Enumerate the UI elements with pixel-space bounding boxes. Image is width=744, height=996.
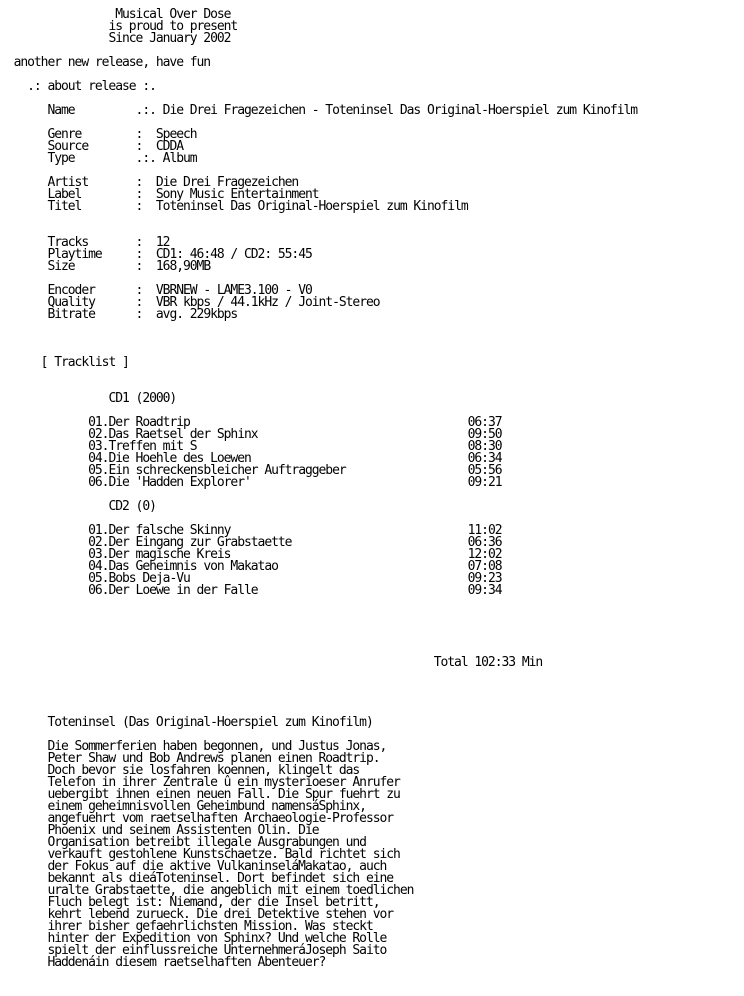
- field-label: Type: [47, 151, 75, 166]
- track-title: Die 'Hadden Explorer': [108, 475, 251, 490]
- track-time: 05:56: [467, 463, 502, 478]
- tracklist-heading: [ Tracklist ]: [40, 355, 129, 370]
- tagline: another new release, have fun: [13, 55, 211, 70]
- field-label: Label: [47, 187, 82, 202]
- description-line: Phoenix und seinem Assistenten Olin. Die: [47, 823, 319, 838]
- cd1-heading: CD1 (2000): [108, 391, 177, 406]
- track-number: 02.: [88, 535, 109, 550]
- field-value-quality: VBR kbps / 44.1kHz / Joint-Stereo: [155, 295, 380, 310]
- field-label: Playtime: [47, 247, 102, 262]
- field-label: Quality: [47, 295, 95, 310]
- track-time: 06:34: [467, 451, 502, 466]
- description-line: der Fokus auf die aktive VulkaninseláMakatao, auch: [47, 859, 387, 874]
- field-value-name: Die Drei Fragezeichen - Toteninsel Das Original-Hoerspiel zum Kinofilm: [162, 103, 638, 118]
- field-label: Size: [47, 259, 75, 274]
- description-line: uebergibt ihnen einen neuen Fall. Die Spur fuehrt zu: [47, 787, 400, 802]
- track-title: Der Eingang zur Grabstaette: [108, 535, 292, 550]
- track-number: 06.: [88, 475, 109, 490]
- track-number: 03.: [88, 439, 109, 454]
- field-separator: :: [135, 127, 143, 142]
- description-line: Fluch belegt ist: Niemand, der die Insel betritt,: [47, 895, 380, 910]
- track-title: Der Roadtrip: [108, 415, 190, 430]
- section-title: .: about release :.: [27, 79, 156, 94]
- description-line: einem geheimnisvollen Geheimbund namensáSphinx,: [47, 799, 366, 814]
- field-separator: :: [135, 283, 143, 298]
- field-label: Titel: [47, 199, 82, 214]
- description-line: hinter der Expedition von Sphinx? Und welche Rolle: [47, 931, 387, 946]
- track-time: 11:02: [467, 523, 502, 538]
- field-value-tracks: 12: [155, 235, 170, 250]
- track-time: 09:21: [467, 475, 502, 490]
- field-label: Name: [47, 103, 75, 118]
- description-line: angefuehrt vom raetselhaften Archaeologie-Professor: [47, 811, 394, 826]
- description-title: Toteninsel (Das Original-Hoerspiel zum Kinofilm): [47, 715, 373, 730]
- track-number: 04.: [88, 451, 109, 466]
- field-label: Encoder: [47, 283, 95, 298]
- field-separator: :: [135, 199, 143, 214]
- track-time: 06:37: [467, 415, 502, 430]
- description-line: Organisation betreibt illegale Ausgrabungen und: [47, 835, 366, 850]
- track-title: Der magische Kreis: [108, 547, 231, 562]
- field-value-genre: Speech: [155, 127, 197, 142]
- field-value-playtime: CD1: 46:48 / CD2: 55:45: [155, 247, 312, 262]
- description-line: kehrt lebend zurueck. Die drei Detektive stehen vor: [47, 907, 394, 922]
- track-number: 06.: [88, 583, 109, 598]
- cd2-heading: CD2 (0): [108, 499, 156, 514]
- description-line: verkauft gestohlene Kunstschaetze. Bald richtet sich: [47, 847, 400, 862]
- description-line: ihrer bisher gefaehrlichsten Mission. Was steckt: [47, 919, 373, 934]
- track-number: 01.: [88, 523, 109, 538]
- field-separator: :: [135, 175, 143, 190]
- track-time: 09:50: [467, 427, 502, 442]
- total-playtime: Total 102:33 Min: [433, 655, 543, 670]
- description-line: Telefon in ihrer Zentrale û ein mysterioeser Anrufer: [47, 775, 400, 790]
- track-title: Ein schreckensbleicher Auftraggeber: [108, 463, 346, 478]
- field-value-size: 168,90MB: [155, 259, 211, 274]
- field-value-label: Sony Music Entertainment: [155, 187, 319, 202]
- track-title: Bobs Deja-Vu: [108, 571, 190, 586]
- description-line: Peter Shaw und Bob Andrews planen einen Roadtrip.: [47, 751, 380, 766]
- description-line: Die Sommerferien haben begonnen, und Justus Jonas,: [47, 739, 387, 754]
- field-label: Genre: [47, 127, 82, 142]
- header-present-line: is proud to present: [108, 19, 238, 34]
- track-number: 05.: [88, 571, 109, 586]
- track-title: Der falsche Skinny: [108, 523, 231, 538]
- field-separator: :: [135, 187, 143, 202]
- description-line: bekannt als dieáToteninsel. Dort befindet sich eine: [47, 871, 394, 886]
- description-line: spielt der einflussreiche UnternehmeráJoseph Saito: [47, 943, 387, 958]
- field-value-encoder: VBRNEW - LAME3.100 - V0: [155, 283, 312, 298]
- field-label: Artist: [47, 175, 89, 190]
- track-title: Die Hoehle des Loewen: [108, 451, 251, 466]
- field-value-type: Album: [162, 151, 197, 166]
- field-separator: :: [135, 139, 143, 154]
- track-title: Das Geheimnis von Makatao: [108, 559, 278, 574]
- field-separator: :: [135, 307, 143, 322]
- field-separator: .:.: [135, 103, 156, 118]
- field-value-source: CDDA: [155, 139, 183, 154]
- track-time: 08:30: [467, 439, 502, 454]
- field-separator: :: [135, 259, 143, 274]
- description-line: uralte Grabstaette, die angeblich mit einem toedlichen: [47, 883, 414, 898]
- field-label: Bitrate: [47, 307, 95, 322]
- description-line: Haddenáin diesem raetselhaften Abenteuer?: [47, 955, 326, 970]
- field-separator: :: [135, 247, 143, 262]
- track-number: 04.: [88, 559, 109, 574]
- track-title: Der Loewe in der Falle: [108, 583, 258, 598]
- description-line: Doch bevor sie losfahren koennen, klingelt das: [47, 763, 360, 778]
- track-time: 06:36: [467, 535, 502, 550]
- field-separator: .:.: [135, 151, 156, 166]
- track-time: 09:23: [467, 571, 502, 586]
- field-separator: :: [135, 235, 143, 250]
- field-label: Tracks: [47, 235, 89, 250]
- track-time: 07:08: [467, 559, 502, 574]
- field-separator: :: [135, 295, 143, 310]
- field-value-titel: Toteninsel Das Original-Hoerspiel zum Kinofilm: [155, 199, 468, 214]
- track-title: Das Raetsel der Sphinx: [108, 427, 258, 442]
- field-value-bitrate: avg. 229kbps: [155, 307, 238, 322]
- track-time: 12:02: [467, 547, 502, 562]
- track-number: 03.: [88, 547, 109, 562]
- field-label: Source: [47, 139, 89, 154]
- header-group-name: Musical Over Dose: [115, 7, 231, 22]
- field-value-artist: Die Drei Fragezeichen: [155, 175, 299, 190]
- track-number: 05.: [88, 463, 109, 478]
- track-time: 09:34: [467, 583, 502, 598]
- track-number: 01.: [88, 415, 109, 430]
- track-title: Treffen mit S: [108, 439, 197, 454]
- header-since-line: Since January 2002: [108, 31, 231, 46]
- track-number: 02.: [88, 427, 109, 442]
